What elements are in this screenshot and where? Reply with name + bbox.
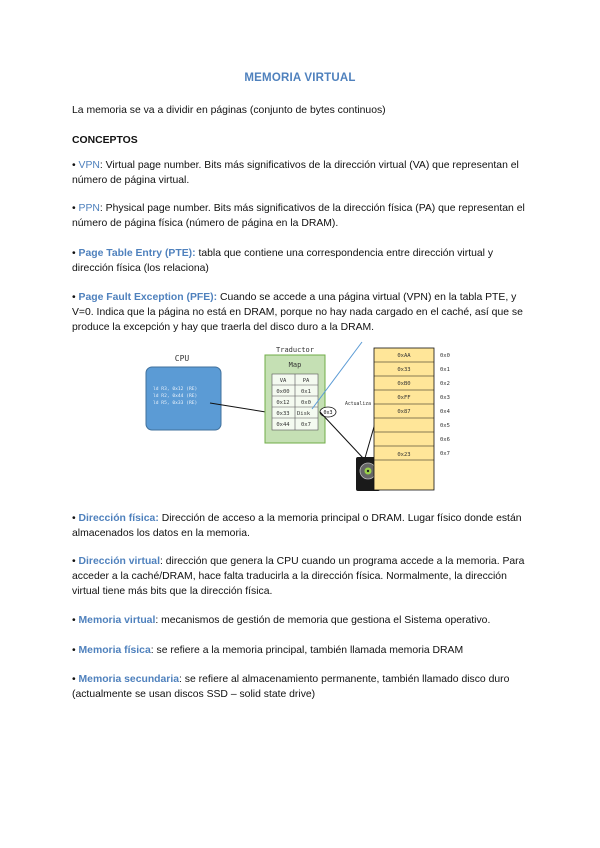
map-va-cell: 0x00 (276, 389, 290, 395)
cpu-instruction: ld R5, 0x33 (RE) (153, 401, 198, 406)
bullet: • (72, 160, 76, 171)
concept-text: dirección que genera la CPU cuando un programa accede a la memoria. Para acceder a la caché/DRAM, hace falta traducirla a la dirección física. Normalmente, la dirección virtual tiene más bits que la dirección física. (72, 556, 525, 597)
concept-term: Memoria secundaria (78, 674, 180, 685)
concept-text: Dirección de acceso a la memoria principal o DRAM. Lugar físico donde están almacenados los datos en la memoria. (72, 513, 522, 539)
cpu-label: CPU (174, 354, 190, 363)
concept-sep: : (213, 292, 218, 303)
concept-term: Dirección virtual (78, 556, 160, 567)
map-to-disk-line (320, 412, 363, 458)
concept-sep: : (179, 674, 182, 685)
dram-address: 0x3 (440, 395, 450, 401)
actualiza-label: Actualiza (345, 402, 371, 407)
bullet: • (72, 674, 76, 685)
dram-cell-value: 0xAA (397, 353, 411, 359)
dram-address: 0x5 (440, 423, 450, 429)
concept-sep: : (99, 160, 103, 171)
dram-cell-value: 0x33 (397, 367, 411, 373)
map-pa-cell: 0x0 (301, 400, 311, 406)
dram-cell-value: 0x23 (397, 452, 411, 458)
bullet: • (72, 513, 76, 524)
bullet: • (72, 615, 76, 626)
bullet: • (72, 292, 76, 303)
concept-term: Dirección física (78, 513, 156, 524)
concept-item-memoria-fisica (72, 643, 532, 658)
map-pa-cell: 0x7 (301, 422, 311, 428)
virtual-memory-diagram (140, 340, 470, 495)
bullet: • (72, 203, 76, 214)
dram-cell-value: 0xFF (397, 395, 411, 401)
concept-text: mecanismos de gestión de memoria que gestiona el Sistema operativo. (158, 615, 491, 626)
concept-item-ppn (72, 201, 532, 231)
concept-text: Physical page number. Bits más significativos de la dirección física (PA) que representan el número de página física (número de página en la DRAM). (72, 203, 525, 229)
concept-item-pfe (72, 290, 532, 335)
concept-term: Memoria física (78, 645, 151, 656)
concept-term: PPN (78, 203, 100, 214)
intro-paragraph: La memoria se va a dividir en páginas (conjunto de bytes continuos) (72, 105, 386, 116)
concept-item-memoria-virtual (72, 613, 532, 628)
concept-sep: : (192, 248, 196, 259)
traductor-label: Traductor (276, 346, 314, 354)
map-pa-cell: 0x1 (301, 389, 311, 395)
concept-sep: : (155, 615, 159, 626)
concept-text: Cuando se accede a una página virtual (VPN) en la tabla PTE, y V=0. Indica que la página no está en DRAM, porque no hay nada cargado en el caché, así que se produce la excepción y hay que traerla del disco duro a la DRAM. (72, 292, 523, 333)
concept-term: VPN (78, 160, 100, 171)
concept-term: Memoria virtual (78, 615, 156, 626)
bullet: • (72, 556, 76, 567)
concept-item-memoria-secundaria (72, 672, 532, 702)
concept-sep: : (159, 556, 163, 567)
map-pa-cell: Disk (297, 411, 311, 417)
bullet: • (72, 645, 76, 656)
concept-text: Virtual page number. Bits más significativos de la dirección virtual (VA) que representan el número de página virtual. (72, 160, 519, 186)
dram-cell-value: 0x87 (397, 409, 411, 415)
dram-address: 0x0 (440, 353, 450, 359)
dram-address: 0x6 (440, 437, 450, 443)
concept-item-direccion-virtual (72, 554, 532, 599)
disk-ref: 0x3 (323, 410, 333, 416)
concept-item-pte (72, 246, 532, 276)
map-va-cell: 0x12 (276, 400, 290, 406)
dram-address: 0x1 (440, 367, 450, 373)
dram-address: 0x2 (440, 381, 450, 387)
concept-sep: : (99, 203, 103, 214)
map-label: Map (288, 361, 302, 369)
map-col-pa: PA (302, 378, 310, 384)
concept-item-vpn (72, 158, 532, 188)
map-va-cell: 0x44 (276, 422, 290, 428)
section-heading-conceptos: CONCEPTOS (72, 135, 138, 146)
map-col-va: VA (279, 378, 287, 384)
map-va-cell: 0x33 (276, 411, 290, 417)
concept-item-direccion-fisica (72, 511, 532, 541)
concept-text: tabla que contiene una correspondencia entre dirección virtual y dirección física (los relaciona) (72, 248, 494, 274)
dram-cell-value: 0xB0 (397, 381, 411, 387)
concept-term: Page Fault Exception (PFE) (78, 292, 214, 303)
dram-address: 0x4 (440, 409, 450, 415)
cpu-instruction: ld R2, 0x44 (RE) (153, 394, 198, 399)
dram-address: 0x7 (440, 451, 450, 457)
cpu-instruction: ld R3, 0x12 (RE) (153, 387, 198, 392)
concept-text: se refiere al almacenamiento permanente, también llamado disco duro (actualmente se usan discos SSD – solid state drive) (72, 674, 510, 700)
concept-text: se refiere a la memoria principal, también llamada memoria DRAM (153, 645, 464, 656)
page-title: MEMORIA VIRTUAL (244, 72, 356, 84)
concept-term: Page Table Entry (PTE) (78, 248, 193, 259)
concept-sep: : (155, 513, 159, 524)
concept-sep: : (150, 645, 154, 656)
bullet: • (72, 248, 76, 259)
